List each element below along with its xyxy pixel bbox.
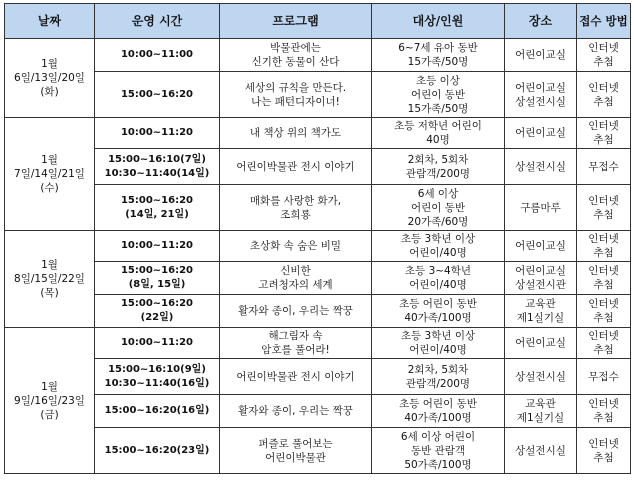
time-cell: 15:00~16:20 (22일): [95, 295, 220, 328]
time-cell: 15:00~16:20(23일): [95, 428, 220, 474]
time-cell: 15:00~16:10(9일) 10:30~11:40(16일): [95, 359, 220, 395]
header-row: [5, 4, 631, 39]
program-cell: 내 책상 위의 책가도: [220, 118, 372, 149]
place-cell: 어린이교실: [505, 39, 577, 72]
program-cell: 어린이박물관 전시 이야기: [220, 149, 372, 185]
method-cell: 인터넷 추첨: [577, 428, 631, 474]
program-cell: 신비한 고려청자의 세계: [220, 262, 372, 295]
table-row: [5, 185, 631, 231]
header-place: 장소: [505, 4, 577, 39]
place-cell: 상설전시실: [505, 149, 577, 185]
time-cell: 15:00~16:20(16일): [95, 395, 220, 428]
table-row: [5, 72, 631, 118]
method-cell: 인터넷 추첨: [577, 185, 631, 231]
table-row: [5, 39, 631, 72]
time-cell: 15:00~16:20: [95, 72, 220, 118]
method-cell: 인터넷 추첨: [577, 328, 631, 359]
table-row: [5, 295, 631, 328]
place-cell: 어린이교실 상설전시관: [505, 262, 577, 295]
method-cell: 무접수: [577, 359, 631, 395]
time-cell: 10:00~11:20: [95, 231, 220, 262]
method-cell: 무접수: [577, 149, 631, 185]
target-cell: 초등 3~4학년 어린이/40명: [372, 262, 505, 295]
method-cell: 인터넷 추첨: [577, 262, 631, 295]
place-cell: 상설전시실: [505, 359, 577, 395]
time-cell: 15:00~16:20 (14일, 21일): [95, 185, 220, 231]
place-cell: 어린이교실 상설전시실: [505, 72, 577, 118]
target-cell: 초등 이상 어린이 동반 15가족/50명: [372, 72, 505, 118]
schedule-body: [5, 39, 631, 474]
time-cell: 15:00~16:20 (8일, 15일): [95, 262, 220, 295]
method-cell: 인터넷 추첨: [577, 39, 631, 72]
place-cell: 교육관 제1실기실: [505, 395, 577, 428]
program-cell: 활자와 종이, 우리는 짝꿍: [220, 395, 372, 428]
program-cell: 세상의 규칙을 만든다. 나는 패턴디자이너!: [220, 72, 372, 118]
date-cell: 1월 9일/16일/23일 (금): [5, 328, 95, 474]
method-cell: 인터넷 추첨: [577, 295, 631, 328]
program-cell: 퍼즐로 풀어보는 어린이박물관: [220, 428, 372, 474]
program-cell: 활자와 종이, 우리는 짝꿍: [220, 295, 372, 328]
header-program: 프로그램: [220, 4, 372, 39]
table-row: [5, 231, 631, 262]
method-cell: 인터넷 추첨: [577, 395, 631, 428]
place-cell: 구름마루: [505, 185, 577, 231]
target-cell: 초등 저학년 어린이 40명: [372, 118, 505, 149]
table-row: [5, 328, 631, 359]
time-cell: 15:00~16:10(7일) 10:30~11:40(14일): [95, 149, 220, 185]
header-method: 접수 방법: [577, 4, 631, 39]
target-cell: 6세 이상 어린이 동반 20가족/60명: [372, 185, 505, 231]
program-cell: 해그림자 속 암호를 풀어라!: [220, 328, 372, 359]
date-cell: 1월 6일/13일/20일 (화): [5, 39, 95, 118]
place-cell: 교육관 제1실기실: [505, 295, 577, 328]
program-cell: 어린이박물관 전시 이야기: [220, 359, 372, 395]
header-time: 운영 시간: [95, 4, 220, 39]
program-cell: 박물관에는 신기한 동물이 산다: [220, 39, 372, 72]
table-row: [5, 428, 631, 474]
date-cell: 1월 7일/14일/21일 (수): [5, 118, 95, 231]
target-cell: 2회차, 5회차 관람객/200명: [372, 149, 505, 185]
time-cell: 10:00~11:00: [95, 39, 220, 72]
place-cell: 어린이교실: [505, 231, 577, 262]
target-cell: 초등 어린이 동반 40가족/100명: [372, 395, 505, 428]
target-cell: 2회차, 5회차 관람객/200명: [372, 359, 505, 395]
target-cell: 초등 3학년 이상 어린이/40명: [372, 231, 505, 262]
table-row: [5, 262, 631, 295]
header-target: 대상/인원: [372, 4, 505, 39]
program-cell: 매화를 사랑한 화가, 조희룡: [220, 185, 372, 231]
table-row: [5, 395, 631, 428]
method-cell: 인터넷 추첨: [577, 72, 631, 118]
time-cell: 10:00~11:20: [95, 328, 220, 359]
table-row: [5, 118, 631, 149]
table-row: [5, 149, 631, 185]
program-cell: 초상화 속 숨은 비밀: [220, 231, 372, 262]
date-cell: 1월 8일/15일/22일 (목): [5, 231, 95, 328]
target-cell: 초등 어린이 동반 40가족/100명: [372, 295, 505, 328]
target-cell: 6세 이상 어린이 동반 관람객 50가족/100명: [372, 428, 505, 474]
target-cell: 6~7세 유아 동반 15가족/50명: [372, 39, 505, 72]
place-cell: 어린이교실: [505, 118, 577, 149]
header-date: 날짜: [5, 4, 95, 39]
place-cell: 상설전시실: [505, 428, 577, 474]
target-cell: 초등 3학년 이상 어린이/40명: [372, 328, 505, 359]
place-cell: 어린이교실: [505, 328, 577, 359]
time-cell: 10:00~11:20: [95, 118, 220, 149]
method-cell: 인터넷 추첨: [577, 231, 631, 262]
table-row: [5, 359, 631, 395]
method-cell: 인터넷 추첨: [577, 118, 631, 149]
program-schedule-table: [4, 3, 631, 474]
